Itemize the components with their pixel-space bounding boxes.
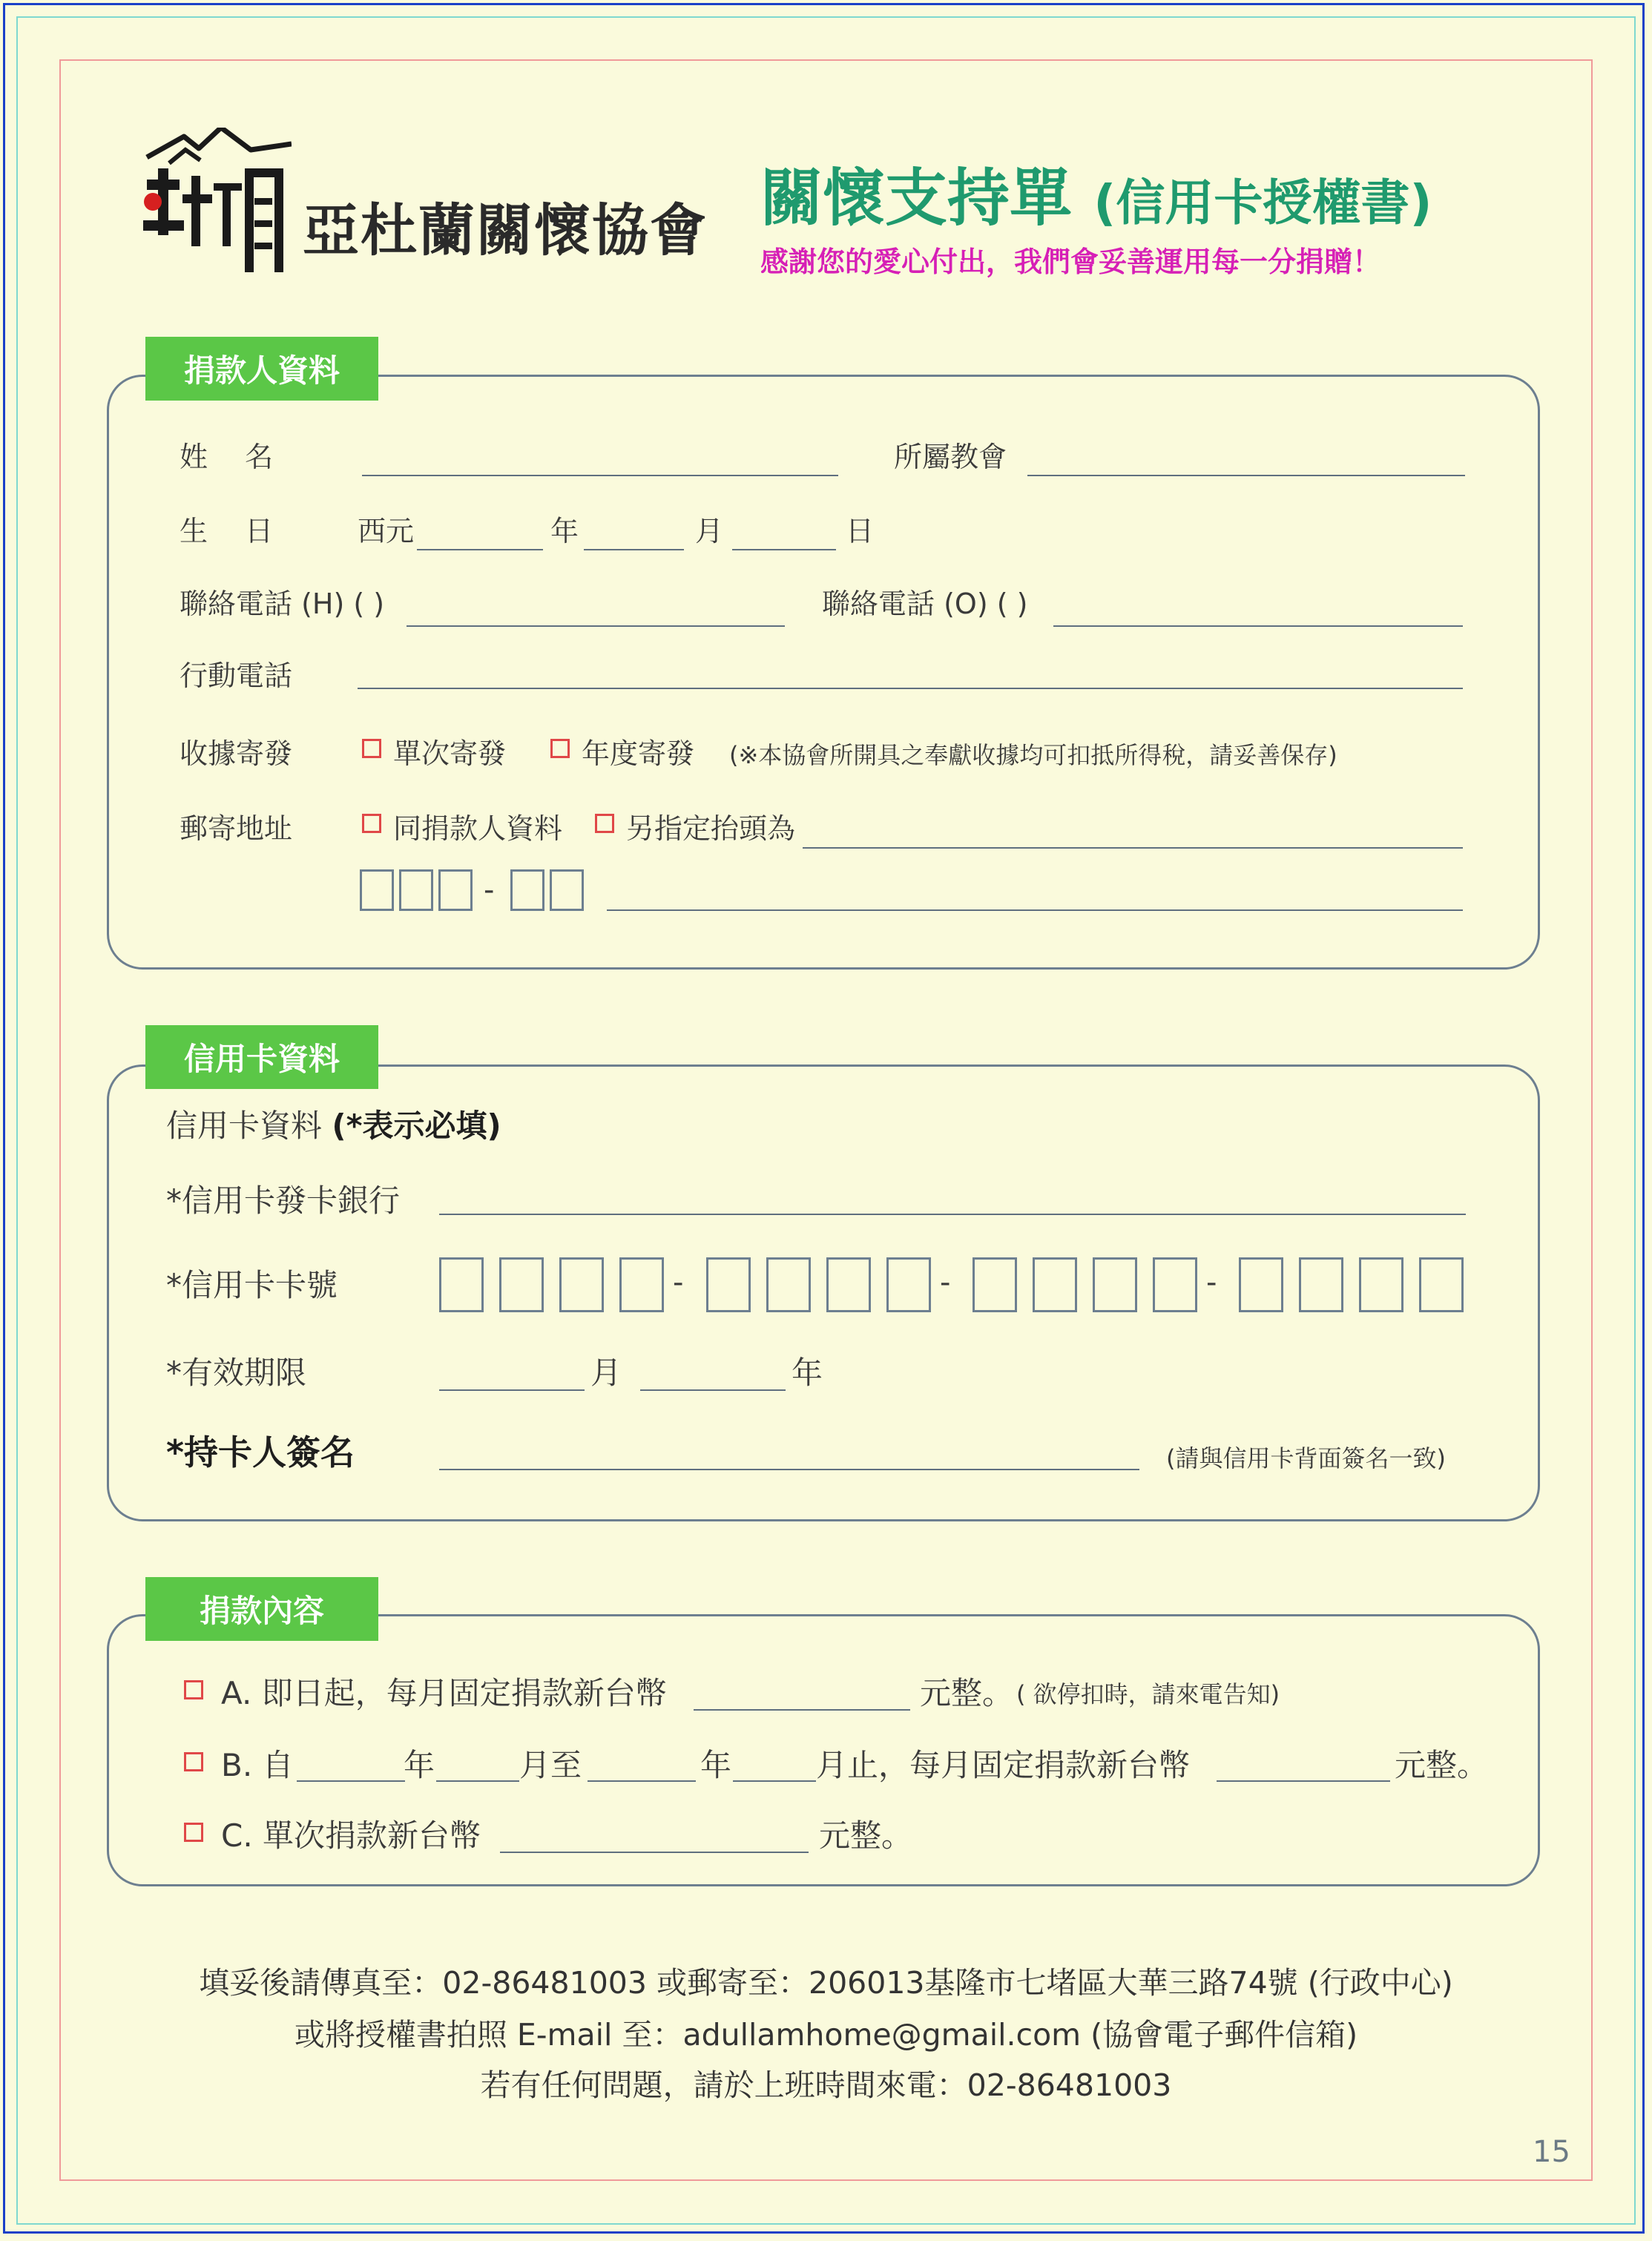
card-digit-box[interactable] xyxy=(559,1257,604,1312)
form-title xyxy=(760,148,1432,238)
phone-home-field[interactable] xyxy=(407,625,785,627)
donor-section-box xyxy=(107,375,1540,970)
option-b-year1: 年 xyxy=(404,1747,435,1783)
option-b-end-month-field[interactable] xyxy=(733,1780,816,1782)
option-b-prefix: B. 自 xyxy=(221,1747,294,1783)
expiry-year-field[interactable] xyxy=(640,1389,786,1391)
card-number-label: *信用卡卡號 xyxy=(166,1267,338,1303)
card-number-dash: - xyxy=(1206,1266,1217,1300)
card-digit-box[interactable] xyxy=(1299,1257,1343,1312)
page-number: 15 xyxy=(1533,2135,1570,2169)
option-b-checkbox[interactable] xyxy=(184,1752,203,1771)
birth-month-label: 月 xyxy=(695,515,724,547)
card-digit-box[interactable] xyxy=(766,1257,811,1312)
address-other-checkbox[interactable] xyxy=(595,814,614,833)
card-section-tab: 信用卡資料 xyxy=(145,1025,378,1089)
birth-day-label: 日 xyxy=(846,515,875,547)
card-digit-box[interactable] xyxy=(1033,1257,1077,1312)
church-field[interactable] xyxy=(1027,475,1465,476)
mobile-label: 行動電話 xyxy=(180,659,293,692)
address-label: 郵寄地址 xyxy=(180,812,293,845)
required-note: (*表示必填) xyxy=(332,1108,501,1144)
signature-note: (請與信用卡背面簽名一致) xyxy=(1166,1444,1446,1472)
donor-section-tab: 捐款人資料 xyxy=(145,337,378,401)
footer-email: 或將授權書拍照 E-mail 至：adullamhome@gmail.com (協會電子郵件信箱) xyxy=(294,2017,1358,2053)
card-digit-box[interactable] xyxy=(886,1257,931,1312)
card-number-dash: - xyxy=(673,1266,684,1300)
option-b-start-month-field[interactable] xyxy=(436,1780,519,1782)
card-digit-box[interactable] xyxy=(1239,1257,1283,1312)
card-bank-field[interactable] xyxy=(439,1214,1466,1215)
option-c-amount-field[interactable] xyxy=(500,1852,809,1853)
option-a-suffix: 元整。 xyxy=(920,1675,1014,1711)
name-field[interactable] xyxy=(362,475,838,476)
card-digit-box[interactable] xyxy=(1093,1257,1137,1312)
form-title-main: 關懷支持單 xyxy=(760,162,1073,234)
tagline: 感謝您的愛心付出，我們會妥善運用每一分捐贈！ xyxy=(760,246,1381,278)
option-a-checkbox[interactable] xyxy=(184,1680,203,1699)
card-digit-box[interactable] xyxy=(619,1257,664,1312)
name-label: 姓 名 xyxy=(180,441,274,473)
card-digit-box[interactable] xyxy=(973,1257,1017,1312)
card-digit-box[interactable] xyxy=(439,1257,484,1312)
option-b-month2: 月止，每月固定捐款新台幣 xyxy=(816,1747,1191,1783)
card-digit-box[interactable] xyxy=(1419,1257,1464,1312)
zip-digit-box[interactable] xyxy=(360,869,394,911)
birthday-era-label: 西元 xyxy=(358,515,415,547)
expiry-month-field[interactable] xyxy=(439,1389,585,1391)
phone-office-label: 聯絡電話 (O) ( ) xyxy=(822,588,1028,620)
option-b-month1: 月至 xyxy=(519,1747,582,1783)
receipt-note: (※本協會所開具之奉獻收據均可扣抵所得稅，請妥善保存) xyxy=(729,741,1337,769)
receipt-single-checkbox[interactable] xyxy=(362,739,381,758)
organization-name: 亞杜蘭關懷協會 xyxy=(303,197,708,263)
mountain-logo-icon xyxy=(139,128,292,276)
receipt-annual-label: 年度寄發 xyxy=(582,737,695,770)
mobile-field[interactable] xyxy=(358,688,1463,689)
option-c-checkbox[interactable] xyxy=(184,1823,203,1842)
card-digit-box[interactable] xyxy=(1153,1257,1197,1312)
signature-label: *持卡人簽名 xyxy=(166,1432,355,1472)
receipt-annual-checkbox[interactable] xyxy=(550,739,570,758)
expiry-year-label: 年 xyxy=(792,1355,823,1391)
zip-digit-box[interactable] xyxy=(438,869,473,911)
expiry-month-label: 月 xyxy=(590,1355,622,1391)
donation-section-tab: 捐款內容 xyxy=(145,1577,378,1641)
form-title-sub: (信用卡授權書) xyxy=(1093,174,1432,231)
phone-home-label: 聯絡電話 (H) ( ) xyxy=(180,588,385,620)
option-a-label: A. 即日起，每月固定捐款新台幣 xyxy=(221,1675,667,1711)
birth-year-label: 年 xyxy=(550,515,579,547)
birth-year-field[interactable] xyxy=(417,549,543,550)
address-other-label: 另指定抬頭為 xyxy=(626,812,796,845)
zip-digit-box[interactable] xyxy=(510,869,544,911)
footer-fax-mail: 填妥後請傳真至：02-86481003 或郵寄至：206013基隆市七堵區大華三路74號 (行政中心) xyxy=(199,1965,1453,2001)
zip-digit-box[interactable] xyxy=(550,869,584,911)
church-label: 所屬教會 xyxy=(894,441,1007,473)
option-b-amount-field[interactable] xyxy=(1217,1780,1390,1782)
option-c-label: C. 單次捐款新台幣 xyxy=(221,1817,481,1854)
option-b-year2: 年 xyxy=(700,1747,732,1783)
card-bank-label: *信用卡發卡銀行 xyxy=(166,1182,401,1219)
zip-digit-box[interactable] xyxy=(399,869,433,911)
option-b-start-year-field[interactable] xyxy=(297,1780,405,1782)
card-digit-box[interactable] xyxy=(706,1257,751,1312)
phone-office-field[interactable] xyxy=(1053,625,1463,627)
option-c-suffix: 元整。 xyxy=(819,1817,913,1854)
birthday-label: 生 日 xyxy=(180,515,274,547)
option-a-note: ( 欲停扣時，請來電告知) xyxy=(1016,1680,1280,1708)
card-heading-text: 信用卡資料 xyxy=(166,1108,323,1144)
receipt-single-label: 單次寄發 xyxy=(393,737,507,770)
address-same-label: 同捐款人資料 xyxy=(393,812,563,845)
birth-day-field[interactable] xyxy=(732,549,836,550)
address-field[interactable] xyxy=(607,909,1463,911)
receipt-label: 收據寄發 xyxy=(180,737,293,770)
signature-field[interactable] xyxy=(439,1469,1139,1470)
zip-dash: - xyxy=(484,873,495,907)
address-same-checkbox[interactable] xyxy=(362,814,381,833)
option-b-end-year-field[interactable] xyxy=(588,1780,696,1782)
card-number-dash: - xyxy=(940,1266,951,1300)
card-heading xyxy=(166,1110,501,1142)
card-digit-box[interactable] xyxy=(1359,1257,1403,1312)
birth-month-field[interactable] xyxy=(584,549,684,550)
card-digit-box[interactable] xyxy=(499,1257,544,1312)
option-a-amount-field[interactable] xyxy=(694,1709,910,1711)
footer-phone: 若有任何問題，請於上班時間來電：02-86481003 xyxy=(480,2067,1172,2103)
option-b-suffix: 元整。 xyxy=(1395,1747,1489,1783)
card-expiry-label: *有效期限 xyxy=(166,1355,307,1391)
address-title-field[interactable] xyxy=(803,847,1463,849)
card-digit-box[interactable] xyxy=(826,1257,871,1312)
